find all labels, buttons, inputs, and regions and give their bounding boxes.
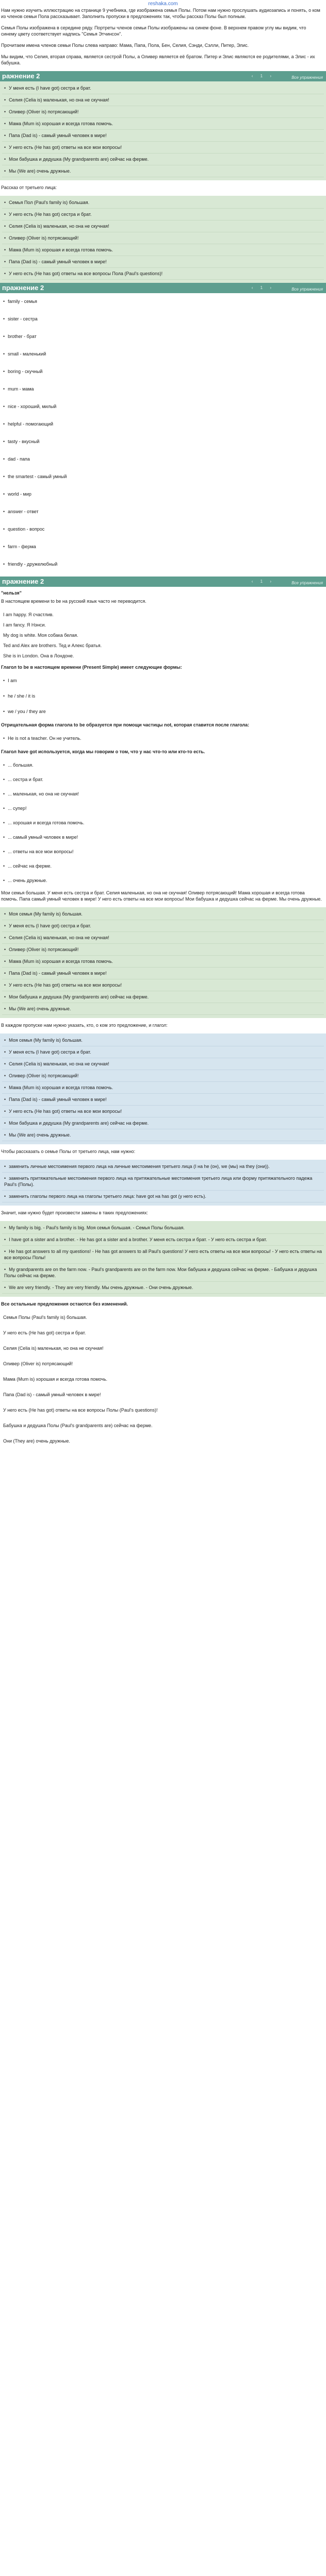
exercise-pager (249, 578, 274, 585)
retell-heading: Рассказ от третьего лица: (1, 185, 57, 190)
answer-line: • Оливер (Oliver is) потрясающий! (2, 232, 324, 244)
final-line: Бабушка и дедушка Полы (Paul's grandparents are) сейчас на ферме. (3, 1423, 153, 1428)
answer-line: • Селия (Celia is) маленькая, но она не скучная! (2, 1058, 324, 1070)
next-icon[interactable]: › (270, 579, 271, 584)
vocab-item: • brother - брат (1, 331, 322, 342)
example-line: I am happy. Я счастлив. (3, 612, 54, 617)
final-line: Папа (Dad is) - самый умный человек в мире! (3, 1392, 101, 1397)
exercise-header (0, 577, 326, 587)
grammar-section (0, 587, 326, 902)
site-header-link[interactable]: reshaka.com (148, 1, 178, 7)
vocab-item: • family - семья (1, 296, 322, 307)
transform-heading: Значит, нам нужно будет произвести замены в таких предложениях: (1, 1210, 149, 1215)
answer-line: • Папа (Dad is) - самый умный человек в мире! (2, 1094, 324, 1106)
next-icon[interactable]: › (270, 285, 271, 290)
exercise-header (0, 71, 326, 81)
answer-line: • Селия (Celia is) маленькая, но она не скучная! (2, 94, 324, 106)
example-line: She is in London. Она в Лондоне. (3, 653, 74, 658)
vocabulary-list (0, 293, 326, 569)
third-person-section (0, 1144, 326, 1155)
exercise-title: пражнение 2 (2, 284, 44, 292)
intro-paragraph: Нам нужно изучить иллюстрацию на странице 9 учебника, где изображена семья Полы. Потом нам нужно прослушать аудиозапись и понять, о ком из членов семьи Пола рассказывает. Заполнить пропуски в предложениях так, чтобы рассказ Полы был полным. (1, 8, 320, 19)
final-section (0, 1297, 326, 1446)
intro-paragraph: Прочитаем имена членов семьи Полы слева направо: Мама, Папа, Пола, Бен, Селия, Сэнди, Сэлли, Питер, Элис. (1, 43, 249, 48)
answer-line: • У него есть (He has got) ответы на все мои вопросы! (2, 979, 324, 991)
answer-line: • Мы (We are) очень дружные. (2, 1003, 324, 1015)
example-line: My dog is white. Моя собака белая. (3, 633, 78, 638)
blank-line: • ... самый умный человек в мире! (1, 832, 322, 842)
prev-icon[interactable]: ‹ (251, 579, 253, 584)
answer-line: • Селия (Celia is) маленькая, но она не скучная! (2, 221, 324, 232)
transform-line: • We are very friendly. - They are very friendly. Мы очень дружные. - Они очень дружные. (2, 1282, 324, 1294)
answer-line: • Папа (Dad is) - самый умный человек в мире! (2, 130, 324, 142)
answer-line: • Мама (Mum is) хорошая и всегда готова помочь. (2, 118, 324, 130)
unchanged-heading: Все остальные предложения остаются без изменений. (1, 1301, 128, 1307)
answer-line: • Селия (Celia is) маленькая, но она не скучная! (2, 932, 324, 944)
final-line: Мама (Mum is) хорошая и всегда готова помочь. (3, 1377, 108, 1382)
intro-paragraph: Мы видим, что Селия, вторая справа, является сестрой Полы, а Оливер является её братом. Питер и Элис являются ее родителями, а Элис - их бабушка. (1, 54, 315, 65)
negative-example: • He is not a teacher. Он не учитель. (1, 733, 322, 743)
negative-heading: Отрицательная форма глагола to be образуется при помощи частицы not, которая ставится после глагола: (1, 722, 250, 727)
intro-text: В настоящем времени to be на русский язык часто не переводится. (1, 599, 146, 604)
answer-line: • У него есть (He has got) ответы на все вопросы Пола (Paul's questions)! (2, 268, 324, 280)
page-number[interactable]: 1 (260, 74, 263, 78)
transform-section (0, 1206, 326, 1216)
vocab-item: • the smartest - самый умный (1, 471, 322, 482)
answer-line: • У него есть (He has got) сестра и брат. (2, 209, 324, 221)
blank-line: • ... сейчас на ферме. (1, 861, 322, 871)
answer-line: • Мама (Mum is) хорошая и всегда готова помочь. (2, 1082, 324, 1094)
blank-line: • ... маленькая, но она не скучная! (1, 789, 322, 799)
transform-line: • My grandparents are on the farm now. - Paul's grandparents are on the farm now. Мои бабушка и дедушка сейчас на ферме. - Бабушка и дедушка Полы сейчас на ферме. (2, 1264, 324, 1282)
final-line: Селия (Celia is) маленькая, но она не скучная! (3, 1346, 104, 1351)
all-exercises-link[interactable]: Все упражнения (291, 287, 323, 292)
blank-line: • ... супер! (1, 803, 322, 814)
blank-line: • ... хорошая и всегда готова помочь. (1, 818, 322, 828)
exercise-pager (249, 73, 274, 80)
prev-icon[interactable]: ‹ (251, 285, 253, 290)
all-exercises-link[interactable]: Все упражнения (291, 75, 323, 80)
vocab-item: • boring - скучный (1, 366, 322, 377)
retell-answers (0, 196, 326, 283)
answer-line: • Мои бабушка и дедушка (My grandparents are) сейчас на ферме. (2, 154, 324, 165)
answers-repeat-heading-wrap (0, 1018, 326, 1028)
answer-line: • У него есть (He has got) ответы на все мои вопросы! (2, 1106, 324, 1117)
blank-line: • ... сестра и брат. (1, 774, 322, 785)
answer-line: • У меня есть (I have got) сестра и брат. (2, 920, 324, 932)
vocab-item: • answer - ответ (1, 506, 322, 517)
page-number[interactable]: 1 (260, 579, 263, 584)
rule-line: • заменить притяжательные местоимения первого лица на притяжательные местоимения третьего лица или форму притяжательного падежа Paul's (Полы). (2, 1173, 324, 1191)
answer-line: • Моя семья (My family is) большая. (2, 908, 324, 920)
exercise-title: ражнение 2 (2, 72, 40, 80)
answer-line: • Мои бабушка и дедушка (My grandparents are) сейчас на ферме. (2, 1117, 324, 1129)
rule-line: • заменить личные местоимения первого лица на личные местоимения третьего лица (I на he (он), we (мы) на they (они)). (2, 1161, 324, 1173)
answers-repeat-heading: В каждом пропуске нам нужно указать, кто, о ком это предложение, и глагол: (1, 1023, 168, 1028)
page-number[interactable]: 1 (260, 285, 263, 290)
answer-line: • Папа (Dad is) - самый умный человек в мире! (2, 968, 324, 979)
exercise-pager (249, 284, 274, 292)
transform-line: • He has got answers to all my questions! - He has got answers to all Paul's questions! У него есть ответы на все мои вопросы! - У него есть ответы на все вопросы Полы! (2, 1246, 324, 1264)
vocab-item: • dad - папа (1, 454, 322, 464)
form-line: • he / she / it is (1, 691, 322, 701)
answer-line: • Оливер (Oliver is) потрясающий! (2, 944, 324, 956)
blank-line: • ... большая. (1, 760, 322, 770)
form-line: • we / you / they are (1, 706, 322, 717)
intro-paragraph: Семья Полы изображена в середине ряду. Портреты членов семьи Полы изображены на синем фоне. В верхнем правом углу мы видим, что синему цвету соответствует надпись "Семья Этчинсон". (1, 25, 306, 37)
transform-block (0, 1221, 326, 1297)
intro-word: "нельзя" (1, 590, 22, 596)
rule-line: • заменить глаголы первого лица на глаголы третьего лица: have got на has got (у него есть). (2, 1191, 324, 1202)
all-exercises-link[interactable]: Все упражнения (291, 581, 323, 585)
form-line: • I am (1, 675, 322, 686)
vocab-item: • question - вопрос (1, 524, 322, 534)
vocab-item: • sister - сестра (1, 314, 322, 324)
vocab-item: • nice - хороший, милый (1, 401, 322, 412)
answer-line: • Мои бабушка и дедушка (My grandparents are) сейчас на ферме. (2, 991, 324, 1003)
final-line: Семья Полы (Paul's family is) большая. (3, 1315, 87, 1320)
vocab-item: • world - мир (1, 489, 322, 499)
transform-line: • My family is big. - Paul's family is big. Моя семья большая. - Семья Полы большая. (2, 1222, 324, 1234)
intro-text (0, 7, 326, 66)
final-line: Оливер (Oliver is) потрясающий! (3, 1361, 73, 1366)
answer-line: • Оливер (Oliver is) потрясающий! (2, 1070, 324, 1082)
havegot-heading: Глагол have got используется, когда мы говорим о том, что у нас что-то или кто-то есть. (1, 749, 205, 754)
final-line: У него есть (He has got) ответы на все вопросы Полы (Paul's questions)! (3, 1408, 158, 1413)
vocab-item: • helpful - помогающий (1, 419, 322, 429)
answer-line: • Семья Пол (Paul's family is) большая. (2, 197, 324, 209)
answer-line: • Оливер (Oliver is) потрясающий! (2, 106, 324, 118)
exercise-2-answers (0, 81, 326, 180)
transform-line: • I have got a sister and a brother. - He has got a sister and a brother. У меня есть сестра и брат. - У него есть сестра и брат. (2, 1234, 324, 1246)
exercise-title: пражнение 2 (2, 578, 44, 585)
blank-line: • ... очень дружные. (1, 875, 322, 886)
answers-repeat-block (0, 1033, 326, 1144)
prev-icon[interactable]: ‹ (251, 74, 253, 78)
answers-block (0, 907, 326, 1018)
third-person-rules (0, 1160, 326, 1206)
example-line: Ted and Alex are brothers. Тед и Алекс братья. (3, 643, 102, 648)
answer-line: • У меня есть (I have got) сестра и брат. (2, 82, 324, 94)
forms-heading: Глагол to be в настоящем времени (Present Simple) имеет следующие формы: (1, 665, 182, 670)
blank-line: • ... ответы на все мои вопросы! (1, 846, 322, 857)
answer-line: • Мы (We are) очень дружные. (2, 1129, 324, 1141)
example-line: I am fancy. Я Нэнси. (3, 622, 46, 628)
retell-section (0, 180, 326, 191)
vocab-item: • small - маленький (1, 349, 322, 359)
answer-line: • Моя семья (My family is) большая. (2, 1035, 324, 1046)
vocab-item: • tasty - вкусный (1, 436, 322, 447)
vocab-item: • friendly - дружелюбный (1, 559, 322, 569)
answer-line: • У него есть (He has got) ответы на все мои вопросы! (2, 142, 324, 154)
answer-line: • Папа (Dad is) - самый умный человек в мире! (2, 256, 324, 268)
answer-line: • Мы (We are) очень дружные. (2, 165, 324, 177)
vocab-item: • mum - мама (1, 384, 322, 394)
next-icon[interactable]: › (270, 74, 271, 78)
answer-line: • Мама (Mum is) хорошая и всегда готова помочь. (2, 244, 324, 256)
answer-paragraph: Мои семья большая. У меня есть сестра и брат. Селия маленькая, но она не скучная! Оливер потрясающий! Мама хорошая и всегда готова помочь. Папа самый умный человек в мире! У него есть ответы на все мои вопросы! Мои бабушка и дедушка сейчас на ферме. Мы очень дружные. (1, 890, 322, 902)
answer-line: • У меня есть (I have got) сестра и брат. (2, 1046, 324, 1058)
third-person-heading: Чтобы рассказать о семье Полы от третьего лица, нам нужно: (1, 1149, 136, 1154)
exercise-header (0, 283, 326, 293)
final-line: У него есть (He has got) сестра и брат. (3, 1330, 86, 1335)
final-line: Они (They are) очень дружные. (3, 1438, 70, 1444)
vocab-item: • farm - ферма (1, 541, 322, 552)
answer-line: • Мама (Mum is) хорошая и всегда готова помочь. (2, 956, 324, 968)
